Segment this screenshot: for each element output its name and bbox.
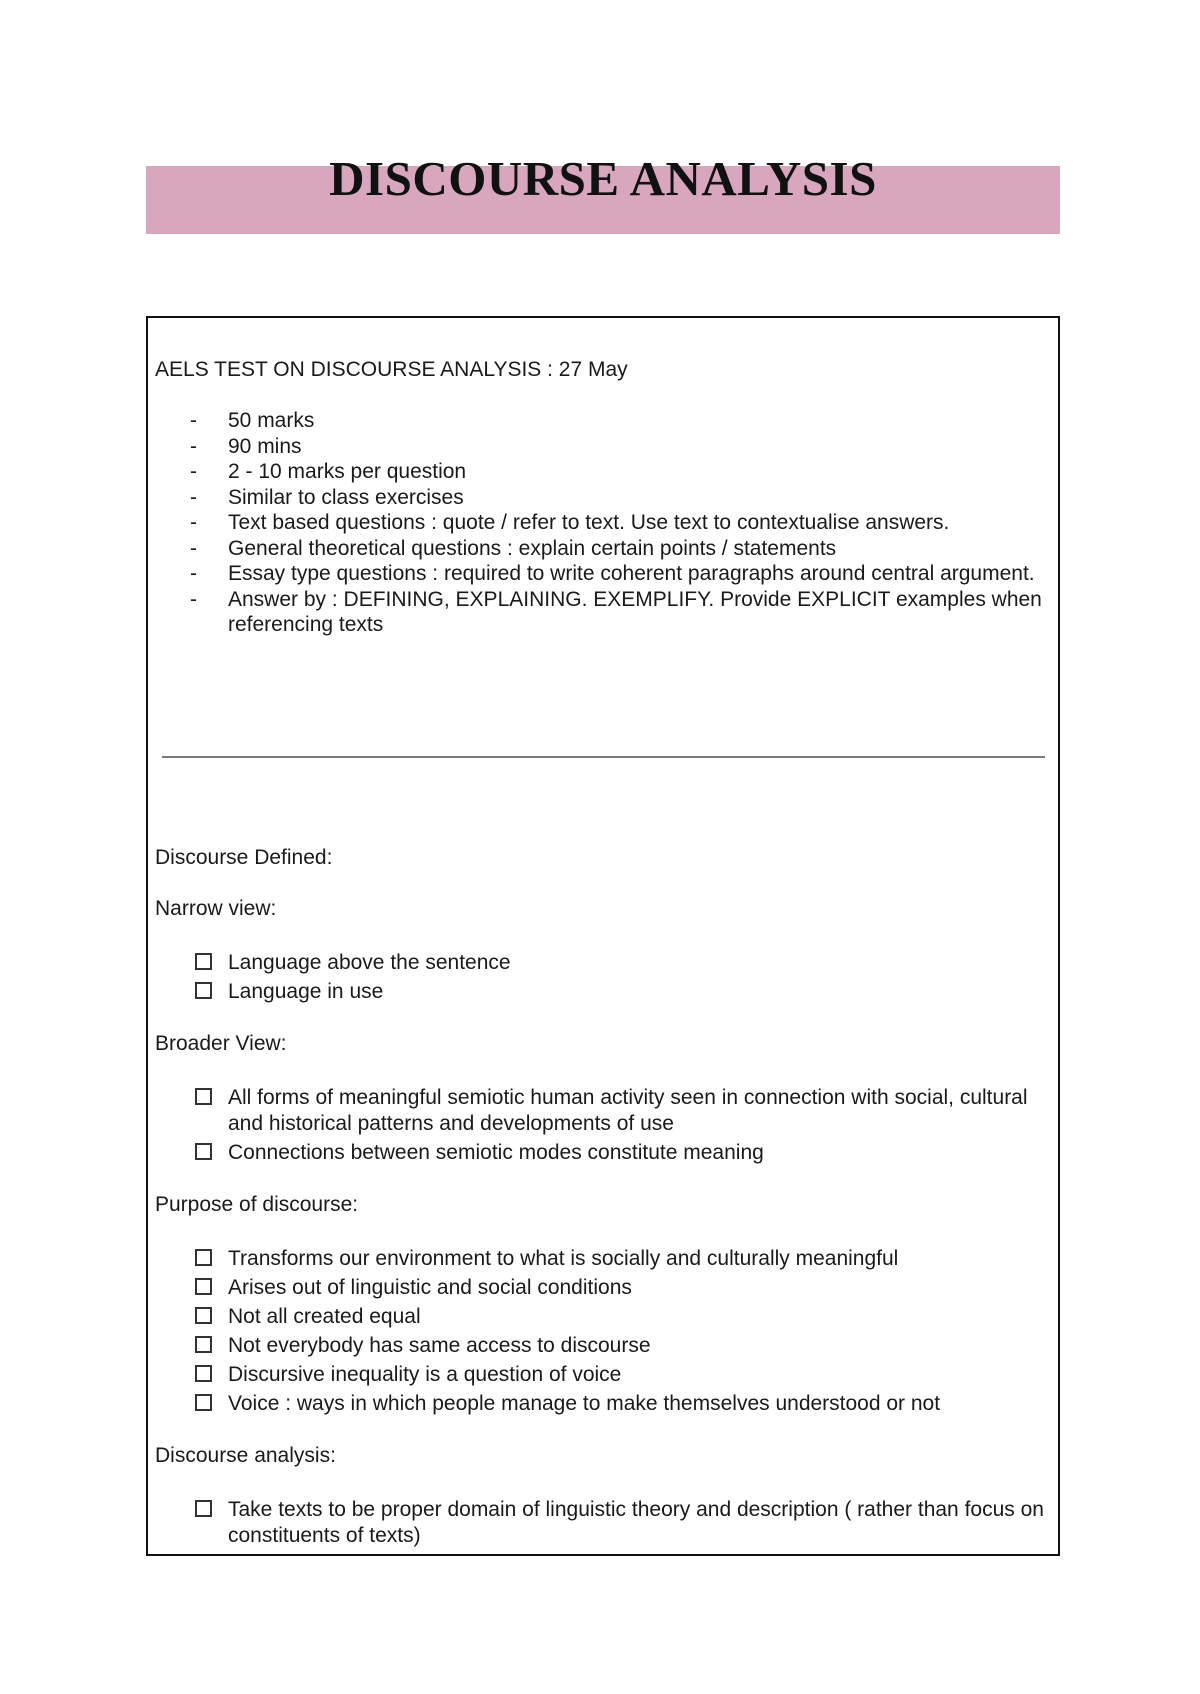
list-item: Language in use: [155, 979, 1045, 1005]
list-item: - General theoretical questions : explain certain points / statements: [190, 536, 837, 560]
list-item: Discursive inequality is a question of voice: [155, 1362, 1045, 1388]
purpose-heading: Purpose of discourse:: [155, 1193, 359, 1216]
dash-bullet: -: [190, 434, 197, 458]
dash-bullet: -: [190, 587, 197, 611]
dash-bullet: -: [190, 511, 197, 534]
checkbox-icon: [195, 953, 212, 970]
list-item: Transforms our environment to what is socially and culturally meaningful: [155, 1246, 1045, 1272]
checkbox-icon: [195, 1365, 212, 1382]
list-item: - 90 mins: [190, 434, 302, 458]
discourse-analysis-list: [155, 1497, 1045, 1552]
purpose-list: [155, 1246, 1045, 1420]
narrow-view-list: [155, 950, 1045, 1008]
checkbox-icon: [195, 1278, 212, 1295]
dash-bullet: -: [190, 460, 197, 483]
checkbox-icon: [195, 1307, 212, 1324]
test-heading: AELS TEST ON DISCOURSE ANALYSIS : 27 May: [155, 358, 628, 381]
dash-bullet: -: [190, 562, 197, 585]
list-item: All forms of meaningful semiotic human activity seen in connection with social, cultural and historical patterns and developments of use: [155, 1085, 1045, 1136]
list-item: - Answer by : DEFINING, EXPLAINING. EXEMPLIFY. Provide EXPLICIT examples when referencing texts: [190, 587, 1042, 636]
narrow-view-heading: Narrow view:: [155, 897, 277, 920]
list-item: Arises out of linguistic and social conditions: [155, 1275, 1045, 1301]
dash-bullet: -: [190, 536, 197, 560]
list-item: Voice : ways in which people manage to make themselves understood or not: [155, 1391, 1045, 1417]
discourse-defined-heading: Discourse Defined:: [155, 846, 333, 869]
checkbox-icon: [195, 1394, 212, 1411]
checkbox-icon: [195, 982, 212, 999]
checkbox-icon: [195, 1143, 212, 1160]
dash-bullet: -: [190, 409, 197, 432]
list-item: Take texts to be proper domain of linguistic theory and description ( rather than focus on constituents of texts): [155, 1497, 1045, 1548]
checkbox-icon: [195, 1500, 212, 1517]
list-item: - 50 marks: [190, 409, 315, 432]
dash-bullet: -: [190, 485, 197, 509]
broader-view-list: [155, 1085, 1045, 1169]
section-divider: [162, 756, 1045, 758]
discourse-analysis-heading: Discourse analysis:: [155, 1444, 336, 1467]
list-item: - Similar to class exercises: [190, 485, 464, 509]
list-item: Connections between semiotic modes constitute meaning: [155, 1140, 1045, 1166]
checkbox-icon: [195, 1249, 212, 1266]
checkbox-icon: [195, 1088, 212, 1105]
page-title: DISCOURSE ANALYSIS: [329, 151, 877, 206]
list-item: - Text based questions : quote / refer to text. Use text to contextualise answers.: [190, 511, 950, 534]
list-item: Not all created equal: [155, 1304, 1045, 1330]
test-info-list: [155, 408, 1055, 638]
list-item: Language above the sentence: [155, 950, 1045, 976]
list-item: - 2 - 10 marks per question: [190, 460, 467, 483]
list-item: Not everybody has same access to discourse: [155, 1333, 1045, 1359]
checkbox-icon: [195, 1336, 212, 1353]
broader-view-heading: Broader View:: [155, 1032, 287, 1055]
list-item: - Essay type questions : required to write coherent paragraphs around central argument.: [190, 562, 1035, 585]
